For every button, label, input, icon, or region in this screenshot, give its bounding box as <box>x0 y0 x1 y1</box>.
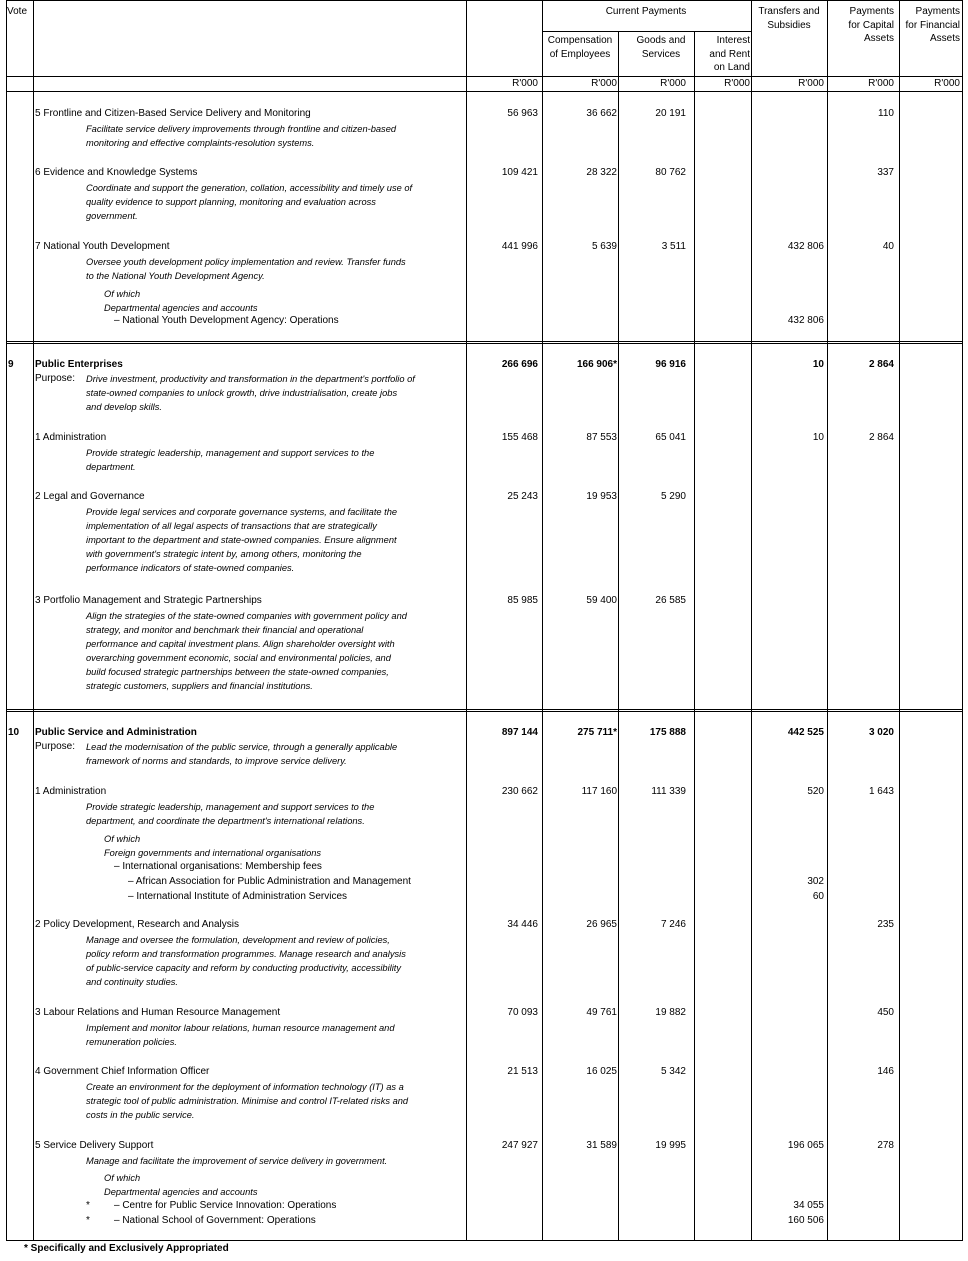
amount-capital: 337 <box>877 167 894 178</box>
amount-transfers: 196 065 <box>787 1140 824 1151</box>
column-rule <box>466 0 467 1240</box>
unit-transfers: R'000 <box>798 78 824 89</box>
program-description-line: Implement and monitor labour relations, human resource management and <box>86 1023 395 1033</box>
vote-amount-transfers: 442 525 <box>787 727 824 738</box>
amount-comp: 49 761 <box>586 1007 617 1018</box>
vote-purpose-line: framework of norms and standards, to improve service delivery. <box>86 756 347 766</box>
amount-capital: 278 <box>877 1140 894 1151</box>
column-rule <box>542 0 543 1240</box>
amount-comp: 59 400 <box>586 595 617 606</box>
program-title: 1 Administration <box>35 786 107 797</box>
amount-goods: 26 585 <box>655 595 686 606</box>
amount-goods: 65 041 <box>655 432 686 443</box>
amount-goods: 80 762 <box>655 167 686 178</box>
amount-goods: 111 339 <box>651 786 686 797</box>
sub-item-text: – Centre for Public Service Innovation: Operations <box>114 1200 337 1211</box>
program-title: 7 National Youth Development <box>35 241 170 252</box>
footnote: * Specifically and Exclusively Appropriated <box>24 1243 229 1254</box>
sub-item-text: Foreign governments and international organisations <box>104 848 322 858</box>
sub-item-text: – National Youth Development Agency: Operations <box>114 315 339 326</box>
amount-comp: 31 589 <box>586 1140 617 1151</box>
program-description-line: remuneration policies. <box>86 1037 177 1047</box>
program-title: 2 Policy Development, Research and Analysis <box>35 919 239 930</box>
amount-transfers: 432 806 <box>787 241 824 252</box>
current-payments-rule <box>542 31 751 32</box>
amount-comp: 5 639 <box>591 241 617 252</box>
unit-rule <box>6 91 963 92</box>
program-title: 3 Portfolio Management and Strategic Partnerships <box>35 595 262 606</box>
unit-goods: R'000 <box>660 78 686 89</box>
sub-item-text: Departmental agencies and accounts <box>104 1187 258 1197</box>
header-capital: Payments for Capital Assets <box>848 6 894 44</box>
top-rule <box>6 0 963 1</box>
amount-capital: 235 <box>877 919 894 930</box>
program-title: 1 Administration <box>35 432 107 443</box>
program-description-line: build focused strategic partnerships between the state-owned companies, <box>86 667 389 677</box>
column-rule <box>962 0 963 1240</box>
program-description-line: strategic tool of public administration. Minimise and control IT-related risks and <box>86 1096 409 1106</box>
program-description-line: Align the strategies of the state-owned companies with government policy and <box>86 611 407 621</box>
program-description-line: policy reform and transformation programmes. Manage research and analysis <box>86 949 406 959</box>
program-title: 5 Frontline and Citizen-Based Service Delivery and Monitoring <box>35 108 311 119</box>
bottom-rule <box>6 1240 963 1241</box>
amount-capital: 40 <box>882 241 894 252</box>
amount-comp: 16 025 <box>586 1066 617 1077</box>
program-description-line: Manage and facilitate the improvement of service delivery in government. <box>86 1156 388 1166</box>
purpose-label: Purpose: <box>35 373 76 384</box>
amount-goods: 19 995 <box>655 1140 686 1151</box>
program-description-line: with government's strategic intent by, among others, monitoring the <box>86 549 362 559</box>
program-description-line: Facilitate service delivery improvements through frontline and citizen-based <box>86 124 397 134</box>
amount-comp: 19 953 <box>586 491 617 502</box>
unit-interest: R'000 <box>724 78 750 89</box>
column-rule <box>6 0 7 1240</box>
sub-item-amount: 432 806 <box>787 315 824 326</box>
amount-goods: 5 342 <box>660 1066 686 1077</box>
vote-title: Public Enterprises <box>35 359 123 370</box>
program-description-line: to the National Youth Development Agency. <box>86 271 265 281</box>
amount-total: 155 468 <box>501 432 538 443</box>
purpose-label: Purpose: <box>35 741 76 752</box>
program-description-line: Provide strategic leadership, management and support services to the <box>86 802 375 812</box>
amount-total: 25 243 <box>507 491 538 502</box>
appropriation-marker: * <box>86 1215 90 1226</box>
header-current-payments: Current Payments <box>605 6 687 17</box>
vote-purpose-line: state-owned companies to unlock growth, drive industrialisation, create jobs <box>86 388 398 398</box>
program-description-line: Provide legal services and corporate governance systems, and facilitate the <box>86 507 398 517</box>
program-description-line: implementation of all legal aspects of transactions that are strategically <box>86 521 377 531</box>
amount-capital: 1 643 <box>868 786 894 797</box>
column-rule <box>33 0 34 1240</box>
program-description-line: overarching government economic, social and environmental policies, and <box>86 653 391 663</box>
column-rule <box>618 32 619 1240</box>
sub-item-text: – International Institute of Administration Services <box>128 891 348 902</box>
unit-total: R'000 <box>512 78 538 89</box>
sub-item-text: Of which <box>104 1173 141 1183</box>
amount-capital: 450 <box>877 1007 894 1018</box>
vote-amount-total: 266 696 <box>501 359 538 370</box>
vote-separator <box>6 343 963 344</box>
sub-item-amount: 34 055 <box>793 1200 824 1211</box>
header-rule <box>6 76 963 77</box>
amount-goods: 5 290 <box>660 491 686 502</box>
amount-comp: 28 322 <box>586 167 617 178</box>
header-compensation: Compensation of Employees <box>547 35 613 60</box>
vote-number: 9 <box>8 359 14 370</box>
amount-total: 56 963 <box>507 108 538 119</box>
header-financial: Payments for Financial Assets <box>905 6 960 44</box>
sub-item-amount: 60 <box>812 891 824 902</box>
amount-total: 109 421 <box>501 167 538 178</box>
amount-goods: 7 246 <box>660 919 686 930</box>
program-title: 6 Evidence and Knowledge Systems <box>35 167 198 178</box>
unit-capital: R'000 <box>868 78 894 89</box>
sub-item-text: Of which <box>104 289 141 299</box>
program-description-line: Provide strategic leadership, management and support services to the <box>86 448 375 458</box>
vote-purpose-line: and develop skills. <box>86 402 162 412</box>
amount-goods: 3 511 <box>661 241 686 252</box>
vote-amount-comp: 166 906* <box>576 359 617 370</box>
header-interest: Interest and Rent on Land <box>709 35 750 73</box>
program-description-line: strategic customers, suppliers and financial institutions. <box>86 681 313 691</box>
amount-total: 247 927 <box>501 1140 538 1151</box>
sub-item-text: Departmental agencies and accounts <box>104 303 258 313</box>
vote-amount-goods: 175 888 <box>649 727 686 738</box>
sub-item-text: – International organisations: Membership fees <box>114 861 322 872</box>
vote-amount-capital: 3 020 <box>868 727 894 738</box>
vote-amount-comp: 275 711* <box>577 727 617 738</box>
program-description-line: performance and capital investment plans. Align shareholder oversight with <box>86 639 395 649</box>
amount-total: 70 093 <box>507 1007 538 1018</box>
program-description-line: costs in the public service. <box>86 1110 195 1120</box>
sub-item-amount: 160 506 <box>787 1215 824 1226</box>
program-description-line: government. <box>86 211 138 221</box>
program-description-line: performance indicators of state-owned companies. <box>86 563 295 573</box>
sub-item-text: Of which <box>104 834 141 844</box>
program-title: 2 Legal and Governance <box>35 491 145 502</box>
program-description-line: important to the department and state-owned companies. Ensure alignment <box>86 535 397 545</box>
vote-title: Public Service and Administration <box>35 727 197 738</box>
program-title: 3 Labour Relations and Human Resource Management <box>35 1007 281 1018</box>
appropriation-marker: * <box>86 1200 90 1211</box>
vote-amount-capital: 2 864 <box>868 359 894 370</box>
column-rule <box>899 0 900 1240</box>
vote-amount-total: 897 144 <box>501 727 538 738</box>
amount-comp: 36 662 <box>586 108 617 119</box>
program-description-line: monitoring and effective complaints-resolution systems. <box>86 138 315 148</box>
header-goods-services: Goods and Services <box>636 35 686 60</box>
vote-number: 10 <box>8 727 20 738</box>
amount-goods: 20 191 <box>655 108 686 119</box>
amount-total: 34 446 <box>507 919 538 930</box>
program-description-line: Create an environment for the deployment of information technology (IT) as a <box>86 1082 404 1092</box>
vote-amount-goods: 96 916 <box>655 359 686 370</box>
header-vote: Vote <box>7 6 28 17</box>
sub-item-text: – National School of Government: Operations <box>114 1215 316 1226</box>
program-description-line: department, and coordinate the department's international relations. <box>86 816 365 826</box>
program-description-line: and continuity studies. <box>86 977 178 987</box>
amount-transfers: 520 <box>807 786 824 797</box>
vote-purpose-line: Drive investment, productivity and transformation in the department's portfolio of <box>86 374 415 384</box>
column-rule <box>694 32 695 1240</box>
amount-comp: 117 160 <box>581 786 617 797</box>
program-description-line: Coordinate and support the generation, collation, accessibility and timely use of <box>86 183 413 193</box>
amount-comp: 26 965 <box>586 919 617 930</box>
header-transfers: Transfers and Subsidies <box>758 6 820 31</box>
program-description-line: department. <box>86 462 136 472</box>
program-description-line: Oversee youth development policy implementation and review. Transfer funds <box>86 257 406 267</box>
amount-total: 85 985 <box>507 595 538 606</box>
unit-financial: R'000 <box>934 78 960 89</box>
sub-item-text: – African Association for Public Administration and Management <box>128 876 411 887</box>
amount-capital: 146 <box>877 1066 894 1077</box>
amount-transfers: 10 <box>812 432 824 443</box>
amount-comp: 87 553 <box>586 432 617 443</box>
program-description-line: quality evidence to support planning, monitoring and evaluation across <box>86 197 376 207</box>
amount-total: 441 996 <box>501 241 538 252</box>
vote-separator <box>6 341 963 342</box>
vote-separator <box>6 709 963 710</box>
program-title: 4 Government Chief Information Officer <box>35 1066 210 1077</box>
column-rule <box>751 0 752 1240</box>
amount-goods: 19 882 <box>655 1007 686 1018</box>
vote-purpose-line: Lead the modernisation of the public service, through a generally applicable <box>86 742 398 752</box>
unit-compensation: R'000 <box>591 78 617 89</box>
column-rule <box>827 0 828 1240</box>
vote-separator <box>6 711 963 712</box>
amount-total: 21 513 <box>507 1066 538 1077</box>
program-description-line: strategy, and monitor and benchmark their financial and operational <box>86 625 364 635</box>
amount-capital: 2 864 <box>868 432 894 443</box>
program-description-line: Manage and oversee the formulation, development and review of policies, <box>86 935 390 945</box>
program-title: 5 Service Delivery Support <box>35 1140 154 1151</box>
sub-item-amount: 302 <box>807 876 824 887</box>
amount-total: 230 662 <box>501 786 538 797</box>
vote-amount-transfers: 10 <box>812 359 824 370</box>
program-description-line: of public-service capacity and reform by conducting productivity, accessibility <box>86 963 402 973</box>
amount-capital: 110 <box>878 108 894 119</box>
